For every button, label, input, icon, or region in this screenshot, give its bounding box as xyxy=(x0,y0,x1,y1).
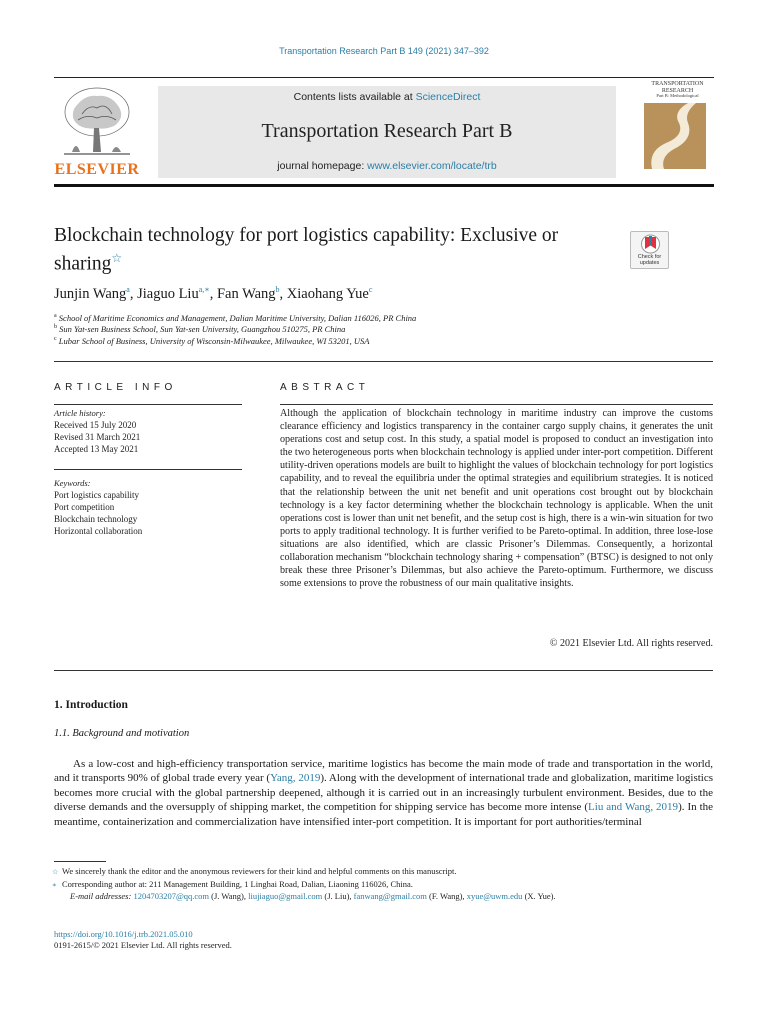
footnote-rule xyxy=(54,861,106,862)
email-link[interactable]: xyue@uwm.edu xyxy=(466,891,523,901)
cover-title xyxy=(641,81,714,99)
article-info-heading: ARTICLE INFO xyxy=(54,382,177,393)
affiliation-text: Sun Yat-sen Business School, Sun Yat-sen University, Guangzhou 510275, PR China xyxy=(59,324,346,334)
journal-homepage-link[interactable]: www.elsevier.com/locate/trb xyxy=(367,160,497,172)
author-name[interactable]: Xiaohang Yue xyxy=(286,285,369,302)
cover-road-image xyxy=(644,103,706,169)
affiliation-text: Lubar School of Business, University of Wisconsin-Milwaukee, Milwaukee, WI 53201, USA xyxy=(58,336,370,346)
email-link[interactable]: 1204703207@qq.com xyxy=(133,891,210,901)
paragraph-text: As a low-cost and high-efficiency transportation service, maritime logistics has become the main mode of trade and transportation in the world, and it transports 90% of global trade every year ( xyxy=(54,758,713,785)
affiliation xyxy=(54,313,416,323)
keywords-label: Keywords: xyxy=(54,478,91,488)
introduction-paragraph xyxy=(54,757,713,829)
email-owner: (J. Liu), xyxy=(324,891,352,901)
paragraph-text: ). In the meantime, containerization and commercialization have intensified inter-port competition. It is important for port authorities/terminal xyxy=(54,801,714,828)
author-name[interactable]: Jiaguo Liu xyxy=(137,285,199,302)
footnote-text: Corresponding author at: 211 Management Building, 1 Linghai Road, Dalian, Liaoning 116026, China. xyxy=(62,879,413,889)
section-divider xyxy=(54,361,713,362)
keyword: Port competition xyxy=(54,502,115,512)
citation-link[interactable]: Liu and Wang, 2019 xyxy=(588,801,679,814)
footnote-acknowledgement xyxy=(52,866,457,876)
cover-title-sub: Part B: Methodological xyxy=(656,93,699,99)
contents-available-line xyxy=(158,91,616,103)
affiliation xyxy=(54,324,345,334)
article-title xyxy=(54,224,614,276)
article-title-text: Blockchain technology for port logistics capability: Exclusive or sharing xyxy=(54,225,559,275)
crossmark-label: Check for updates xyxy=(637,254,662,266)
accepted-date: Accepted 13 May 2021 xyxy=(54,444,139,454)
author-name[interactable]: Junjin Wang xyxy=(54,285,127,302)
email-link[interactable]: fanwang@gmail.com xyxy=(353,891,427,901)
abstract-text: Although the application of blockchain technology in maritime industry can improve the customs clearance efficiency and logistics transparency in the container cargo supply chains, it generates the unit operations cost and setup cost. In this study, a spatial model is proposed to conduct an investigation into the two heterogeneous ports when blockchain technology is applied under inter-port competition. Different utility-driven operations models are built to highlight the values of blockchain technology for port logistics capability, and to reveal the equilibria under the optimal strategies and equilibrium strategies. It is noticed that the relationship between the unit net benefit and unit operations cost brought out by blockchain technology is a key factor determining whether the blockchain technology is applicable. When the unit operations cost is lower than unit net benefit, and the setup cost is high, there is a win-win situation for two ports to apply traditional technology. It is further verified to be Pareto-optimal. In addition, three lose-lose situations are also identified, which are classic Prisoner’s Dilemmas. Consequently, a horizontal collaboration mechanism “blockchain technology sharing + compensation” (BTSC) is designed to not only break these three Prisoner’s Dilemmas, but also achieve the Pareto-optimum. Furthermore, we discuss some extensions to prove the robustness of our main qualitative insights. xyxy=(280,408,713,590)
affiliation xyxy=(54,336,369,346)
title-footnote-star[interactable]: ☆ xyxy=(111,251,123,265)
email-owner: (F. Wang), xyxy=(429,891,465,901)
journal-header-box xyxy=(158,86,616,178)
article-info-rule xyxy=(54,404,242,405)
keyword: Port logistics capability xyxy=(54,490,139,500)
revised-date: Revised 31 March 2021 xyxy=(54,432,141,442)
footnote-corresponding xyxy=(52,879,413,889)
homepage-prefix: journal homepage: xyxy=(277,160,368,172)
affiliation-marker: c xyxy=(54,336,57,343)
journal-citation[interactable]: Transportation Research Part B 149 (2021) 347–392 xyxy=(279,46,489,56)
author-affil-marker[interactable]: a,∗ xyxy=(198,285,210,294)
keywords-rule xyxy=(54,469,242,470)
background-subheading: 1.1. Background and motivation xyxy=(54,728,190,739)
cover-title-main: TRANSPORTATION RESEARCH xyxy=(651,81,704,94)
introduction-heading: 1. Introduction xyxy=(54,699,128,711)
doi-link[interactable]: https://doi.org/10.1016/j.trb.2021.05.010 xyxy=(54,929,193,939)
abstract-copyright: © 2021 Elsevier Ltd. All rights reserved. xyxy=(549,638,713,649)
issn-line: 0191-2615/© 2021 Elsevier Ltd. All rights reserved. xyxy=(54,940,232,950)
journal-masthead xyxy=(54,77,714,187)
journal-title: Transportation Research Part B xyxy=(261,120,513,142)
received-date: Received 15 July 2020 xyxy=(54,420,137,430)
author-affil-marker[interactable]: a xyxy=(126,285,130,294)
contents-prefix: Contents lists available at xyxy=(293,91,416,103)
sciencedirect-link[interactable]: ScienceDirect xyxy=(415,91,481,103)
article-history-label: Article history: xyxy=(54,408,106,418)
abstract-heading: ABSTRACT xyxy=(280,382,370,393)
footnote-asterisk-marker: ∗ xyxy=(52,881,57,889)
footnote-emails xyxy=(70,891,556,901)
citation-link[interactable]: Yang, 2019 xyxy=(270,772,321,785)
affiliation-text: School of Maritime Economics and Management, Dalian Maritime University, Dalian 116026, PR China xyxy=(58,313,417,323)
email-label: E-mail addresses: xyxy=(70,891,132,901)
author-affil-marker[interactable]: c xyxy=(368,285,373,294)
affiliation-marker: a xyxy=(54,313,57,320)
keyword: Blockchain technology xyxy=(54,514,138,524)
paragraph-text: ). Along with the development of international trade and globalization, maritime logistics becomes more crucial with the global partnership deepened, although it is carried out in an increasingly turbulent environment. Besides, due to the diverse demands and the oversupply of shipping market, the competition for shipping service has become more intense ( xyxy=(54,772,714,814)
affiliation-marker: b xyxy=(54,324,57,331)
author-name[interactable]: Fan Wang xyxy=(216,285,276,302)
journal-homepage-line xyxy=(158,160,616,172)
author-list: Junjin Wang$^a$, Jiaguo Liu$^{a,∗}$, Fan Wang$^b$, Xiaohang Yue$^c$ xyxy=(54,285,373,302)
author-affil-marker[interactable]: b xyxy=(275,285,280,294)
footnote-star-marker: ☆ xyxy=(52,868,59,876)
abstract-rule xyxy=(280,404,713,405)
abstract-bottom-rule xyxy=(54,670,713,671)
keyword: Horizontal collaboration xyxy=(54,526,143,536)
email-owner: (J. Wang), xyxy=(211,891,246,901)
journal-cover-thumbnail[interactable] xyxy=(641,81,714,181)
email-link[interactable]: liujiaguo@gmail.com xyxy=(248,891,323,901)
email-owner: (X. Yue). xyxy=(524,891,556,901)
footnote-text: We sincerely thank the editor and the anonymous reviewers for their kind and helpful comments on this manuscript. xyxy=(62,866,457,876)
check-for-updates-badge[interactable] xyxy=(630,231,669,269)
elsevier-wordmark: ELSEVIER xyxy=(54,161,140,178)
